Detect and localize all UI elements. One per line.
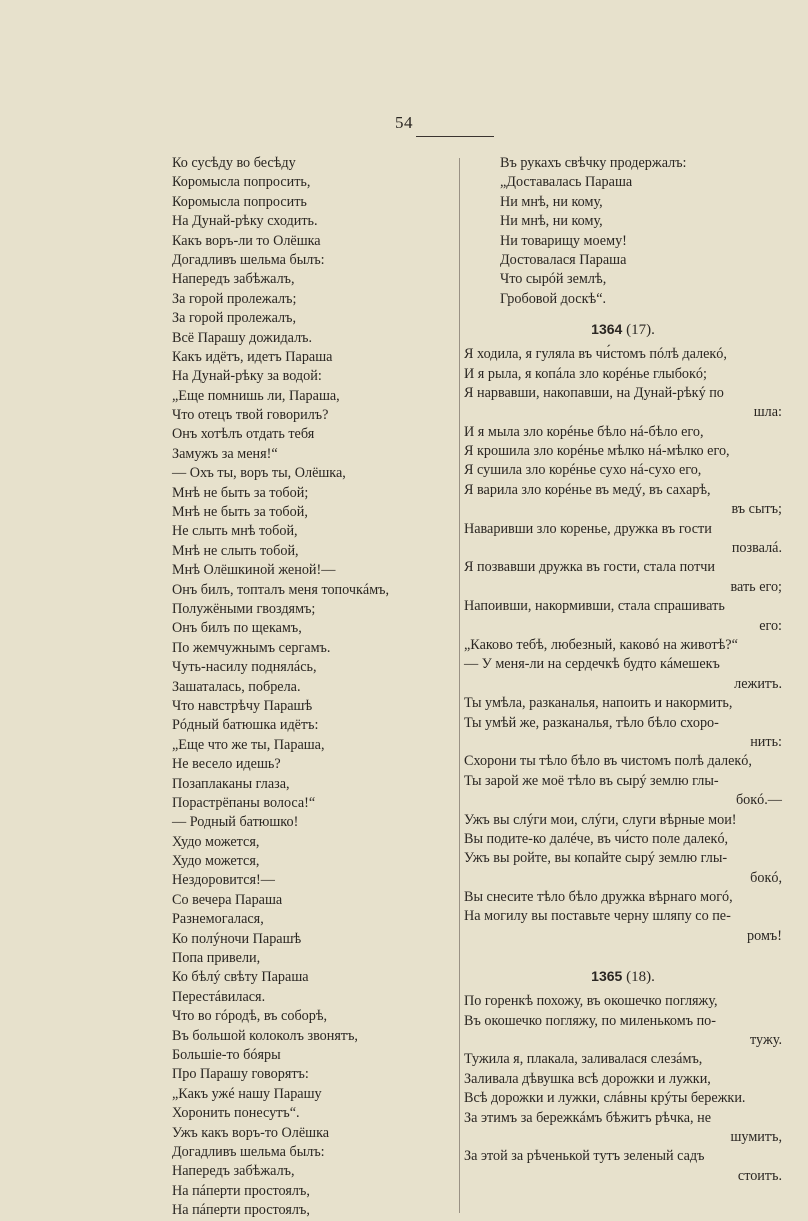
text-line: ромъ!	[747, 927, 782, 944]
text-line: Мнѣ Олёшкиной женой!—	[172, 562, 336, 579]
text-line: На могилу вы поставьте черну шляпу со пе-	[464, 908, 731, 925]
text-line: Ни товарищу моему!	[500, 232, 627, 249]
song-1365-number: 1365	[591, 968, 623, 985]
text-line: Ко бѣлý свѣту Параша	[172, 969, 309, 986]
song-1364-number: 1364	[591, 321, 623, 338]
text-line: Со вечера Параша	[172, 891, 283, 908]
text-line: Всё Парашу дожидалъ.	[172, 329, 313, 346]
text-line: Порастрёпаны волоса!“	[172, 794, 316, 811]
song-1364-ref: (17).	[626, 322, 655, 339]
text-line: Ни мнѣ, ни кому,	[500, 193, 603, 210]
text-line: Рóдный батюшка идётъ:	[172, 717, 319, 734]
text-line: Разнемогалася,	[172, 911, 264, 928]
song-1365-body	[464, 992, 782, 1186]
page-number: 54	[395, 113, 413, 132]
text-line: Мнѣ не быть за тобой;	[172, 484, 309, 501]
text-line: Вы снесите тѣло бѣло дружка вѣрнаго могó,	[464, 889, 733, 906]
text-line: Я нарвавши, накопавши, на Дунай-рѣкý по	[464, 384, 724, 401]
song-1364-heading	[464, 309, 782, 345]
text-line: „Какъ ужé нашу Парашу	[172, 1085, 322, 1102]
text-line: нить:	[750, 733, 782, 750]
text-line: тужу.	[750, 1032, 782, 1049]
text-line: Замужъ за меня!“	[172, 445, 278, 462]
text-line: Напоивши, накормивши, стала спрашивать	[464, 598, 725, 615]
text-line: Попа привели,	[172, 950, 261, 967]
text-line: На Дунай-рѣку за водой:	[172, 368, 322, 385]
text-line: Не слыть мнѣ тобой,	[172, 523, 298, 540]
text-line: Полужёными гвоздямъ;	[172, 600, 316, 617]
text-line: шла:	[753, 404, 782, 421]
text-line: Позаплаканы глаза,	[172, 775, 290, 792]
text-line: Перестáвилася.	[172, 988, 266, 1005]
text-line: И я мыла зло корéнье бѣло нá-бѣло его,	[464, 423, 704, 440]
text-line: Заливала дѣвушка всѣ дорожки и лужки,	[464, 1070, 711, 1087]
text-line: Ты зарой же моё тѣло въ сырý землю глы-	[464, 772, 719, 789]
text-line: „Еще помнишь ли, Параша,	[172, 387, 340, 404]
text-line: Какъ воръ-ли то Олёшка	[172, 232, 321, 249]
text-line: Худо можется,	[172, 853, 260, 870]
text-line: За этой за рѣченькой тутъ зеленый садъ	[464, 1148, 705, 1165]
text-line: Вы подите-ко далéче, въ чи́сто поле далекó,	[464, 830, 729, 847]
text-line: стоитъ.	[737, 1167, 782, 1184]
text-line: Въ окошечко погляжу, по миленькомъ по-	[464, 1012, 716, 1029]
text-line: Что отецъ твой говорилъ?	[172, 407, 329, 424]
text-line: Я сушила зло корéнье сухо нá-сухо его,	[464, 462, 702, 479]
text-line: По жемчужнымъ сергамъ.	[172, 639, 331, 656]
text-line: — Родный батюшко!	[172, 814, 299, 831]
text-line: На Дунай-рѣку сходить.	[172, 213, 318, 230]
text-line: За горой пролежалъ;	[172, 290, 297, 307]
text-line: По горенкѣ похожу, въ окошечко погляжу,	[464, 993, 718, 1010]
text-line: Что во гóродѣ, въ соборѣ,	[172, 1008, 328, 1025]
text-line: Не весело идешь?	[172, 756, 281, 773]
text-line: Я варила зло корéнье въ медý, въ сахарѣ,	[464, 481, 711, 498]
text-line: — Охъ ты, воръ ты, Олёшка,	[172, 465, 346, 482]
text-line: лежитъ.	[734, 675, 782, 692]
text-line: Что сырóй землѣ,	[500, 271, 607, 288]
text-line: Ты умѣй же, разканалья, тѣло бѣло схоро-	[464, 714, 719, 731]
text-line: Въ рукахъ свѣчку продержалъ:	[500, 155, 687, 171]
text-line: Догадливъ шельма былъ:	[172, 251, 325, 268]
text-line: „Доставалась Параша	[500, 174, 633, 191]
text-line: Ко сусѣду во бесѣду	[172, 155, 296, 171]
text-line: Ужъ вы ройте, вы копайте сырý землю глы-	[464, 850, 728, 867]
text-line: Коромысла попросить	[172, 193, 307, 210]
text-line: „Каково тебѣ, любезный, каковó на животѣ?“	[464, 636, 738, 653]
text-line: Тужила я, плакала, заливалася слезáмъ,	[464, 1051, 703, 1068]
text-line: Нездоровится!—	[172, 872, 275, 889]
text-line: шумитъ,	[730, 1128, 782, 1145]
text-line: На пáперти простоялъ,	[172, 1182, 310, 1199]
column-divider	[459, 158, 460, 1213]
text-line: въ сытъ;	[731, 501, 782, 518]
text-line: — У меня-ли на сердечкѣ будто кáмешекъ	[464, 656, 720, 673]
text-line: Онъ билъ, топталъ меня топочкáмъ,	[172, 581, 390, 598]
text-line: Большіе-то бóяры	[172, 1046, 281, 1063]
text-line: Ни мнѣ, ни кому,	[500, 213, 603, 230]
text-line: Онъ билъ по щекамъ,	[172, 620, 302, 637]
text-line: Гробовой доскѣ“.	[500, 290, 607, 307]
text-line: „Еще что же ты, Параша,	[172, 736, 325, 753]
text-line: позвалá.	[731, 540, 782, 557]
text-line: Чуть-насилу поднялáсь,	[172, 659, 317, 676]
song-1365-ref: (18).	[626, 969, 655, 986]
text-line: бокó,	[750, 869, 782, 886]
text-line: Я позвавши дружка въ гости, стала потчи	[464, 559, 715, 576]
text-line: Коромысла попросить,	[172, 174, 311, 191]
text-line: И я рыла, я копáла зло корéнье глыбокó;	[464, 365, 707, 382]
text-line: Я ходила, я гуляла въ чи́стомъ пóлѣ далекó,	[464, 346, 727, 363]
text-line: Зашаталась, побрела.	[172, 678, 301, 695]
text-line: его:	[759, 617, 782, 634]
text-line: Всѣ дорожки и лужки, слáвны крýты бережки.	[464, 1090, 746, 1107]
page-number-rule	[416, 136, 494, 137]
left-column	[172, 154, 456, 1220]
text-line: Наваривши зло коренье, дружка въ гости	[464, 520, 712, 537]
text-line: Напередъ забѣжалъ,	[172, 1163, 295, 1180]
text-line: Мнѣ не быть за тобой,	[172, 504, 308, 521]
text-line: Хоронить понесутъ“.	[172, 1105, 300, 1122]
text-line: Мнѣ не слыть тобой,	[172, 542, 299, 559]
song-1364-body	[464, 345, 782, 946]
text-line: Въ большой колоколъ звонятъ,	[172, 1027, 358, 1044]
text-line: Напередъ забѣжалъ,	[172, 271, 295, 288]
text-line: вать его;	[730, 578, 782, 595]
text-line: Что навстрѣчу Парашѣ	[172, 697, 313, 714]
text-line: За этимъ за бережкáмъ бѣжитъ рѣчка, не	[464, 1109, 712, 1126]
text-line: Достовалася Параша	[500, 251, 627, 268]
text-line: Про Парашу говорятъ:	[172, 1066, 309, 1083]
right-column	[464, 154, 782, 1186]
text-line: Ужъ вы слýги мои, слýги, слуги вѣрные мои!	[464, 811, 737, 828]
text-line: На пáперти простоялъ,	[172, 1202, 310, 1219]
text-line: Какъ идётъ, идетъ Параша	[172, 348, 333, 365]
text-line: Я крошила зло корéнье мѣлко нá-мѣлко его,	[464, 443, 730, 460]
song-1365-heading	[464, 956, 782, 992]
text-line: Худо можется,	[172, 833, 260, 850]
text-line: Ужъ какъ воръ-то Олёшка	[172, 1124, 330, 1141]
text-line: Догадливъ шельма былъ:	[172, 1143, 325, 1160]
text-line: бокó.—	[735, 792, 782, 809]
text-line: Ты умѣла, разканалья, напоить и накормить,	[464, 695, 733, 712]
intro-lines	[464, 154, 782, 309]
text-line: Онъ хотѣлъ отдать тебя	[172, 426, 315, 443]
text-line: Схорони ты тѣло бѣло въ чистомъ полѣ далекó,	[464, 753, 752, 770]
text-line: Ко полýночи Парашѣ	[172, 930, 302, 947]
text-line: За горой пролежалъ,	[172, 310, 296, 327]
